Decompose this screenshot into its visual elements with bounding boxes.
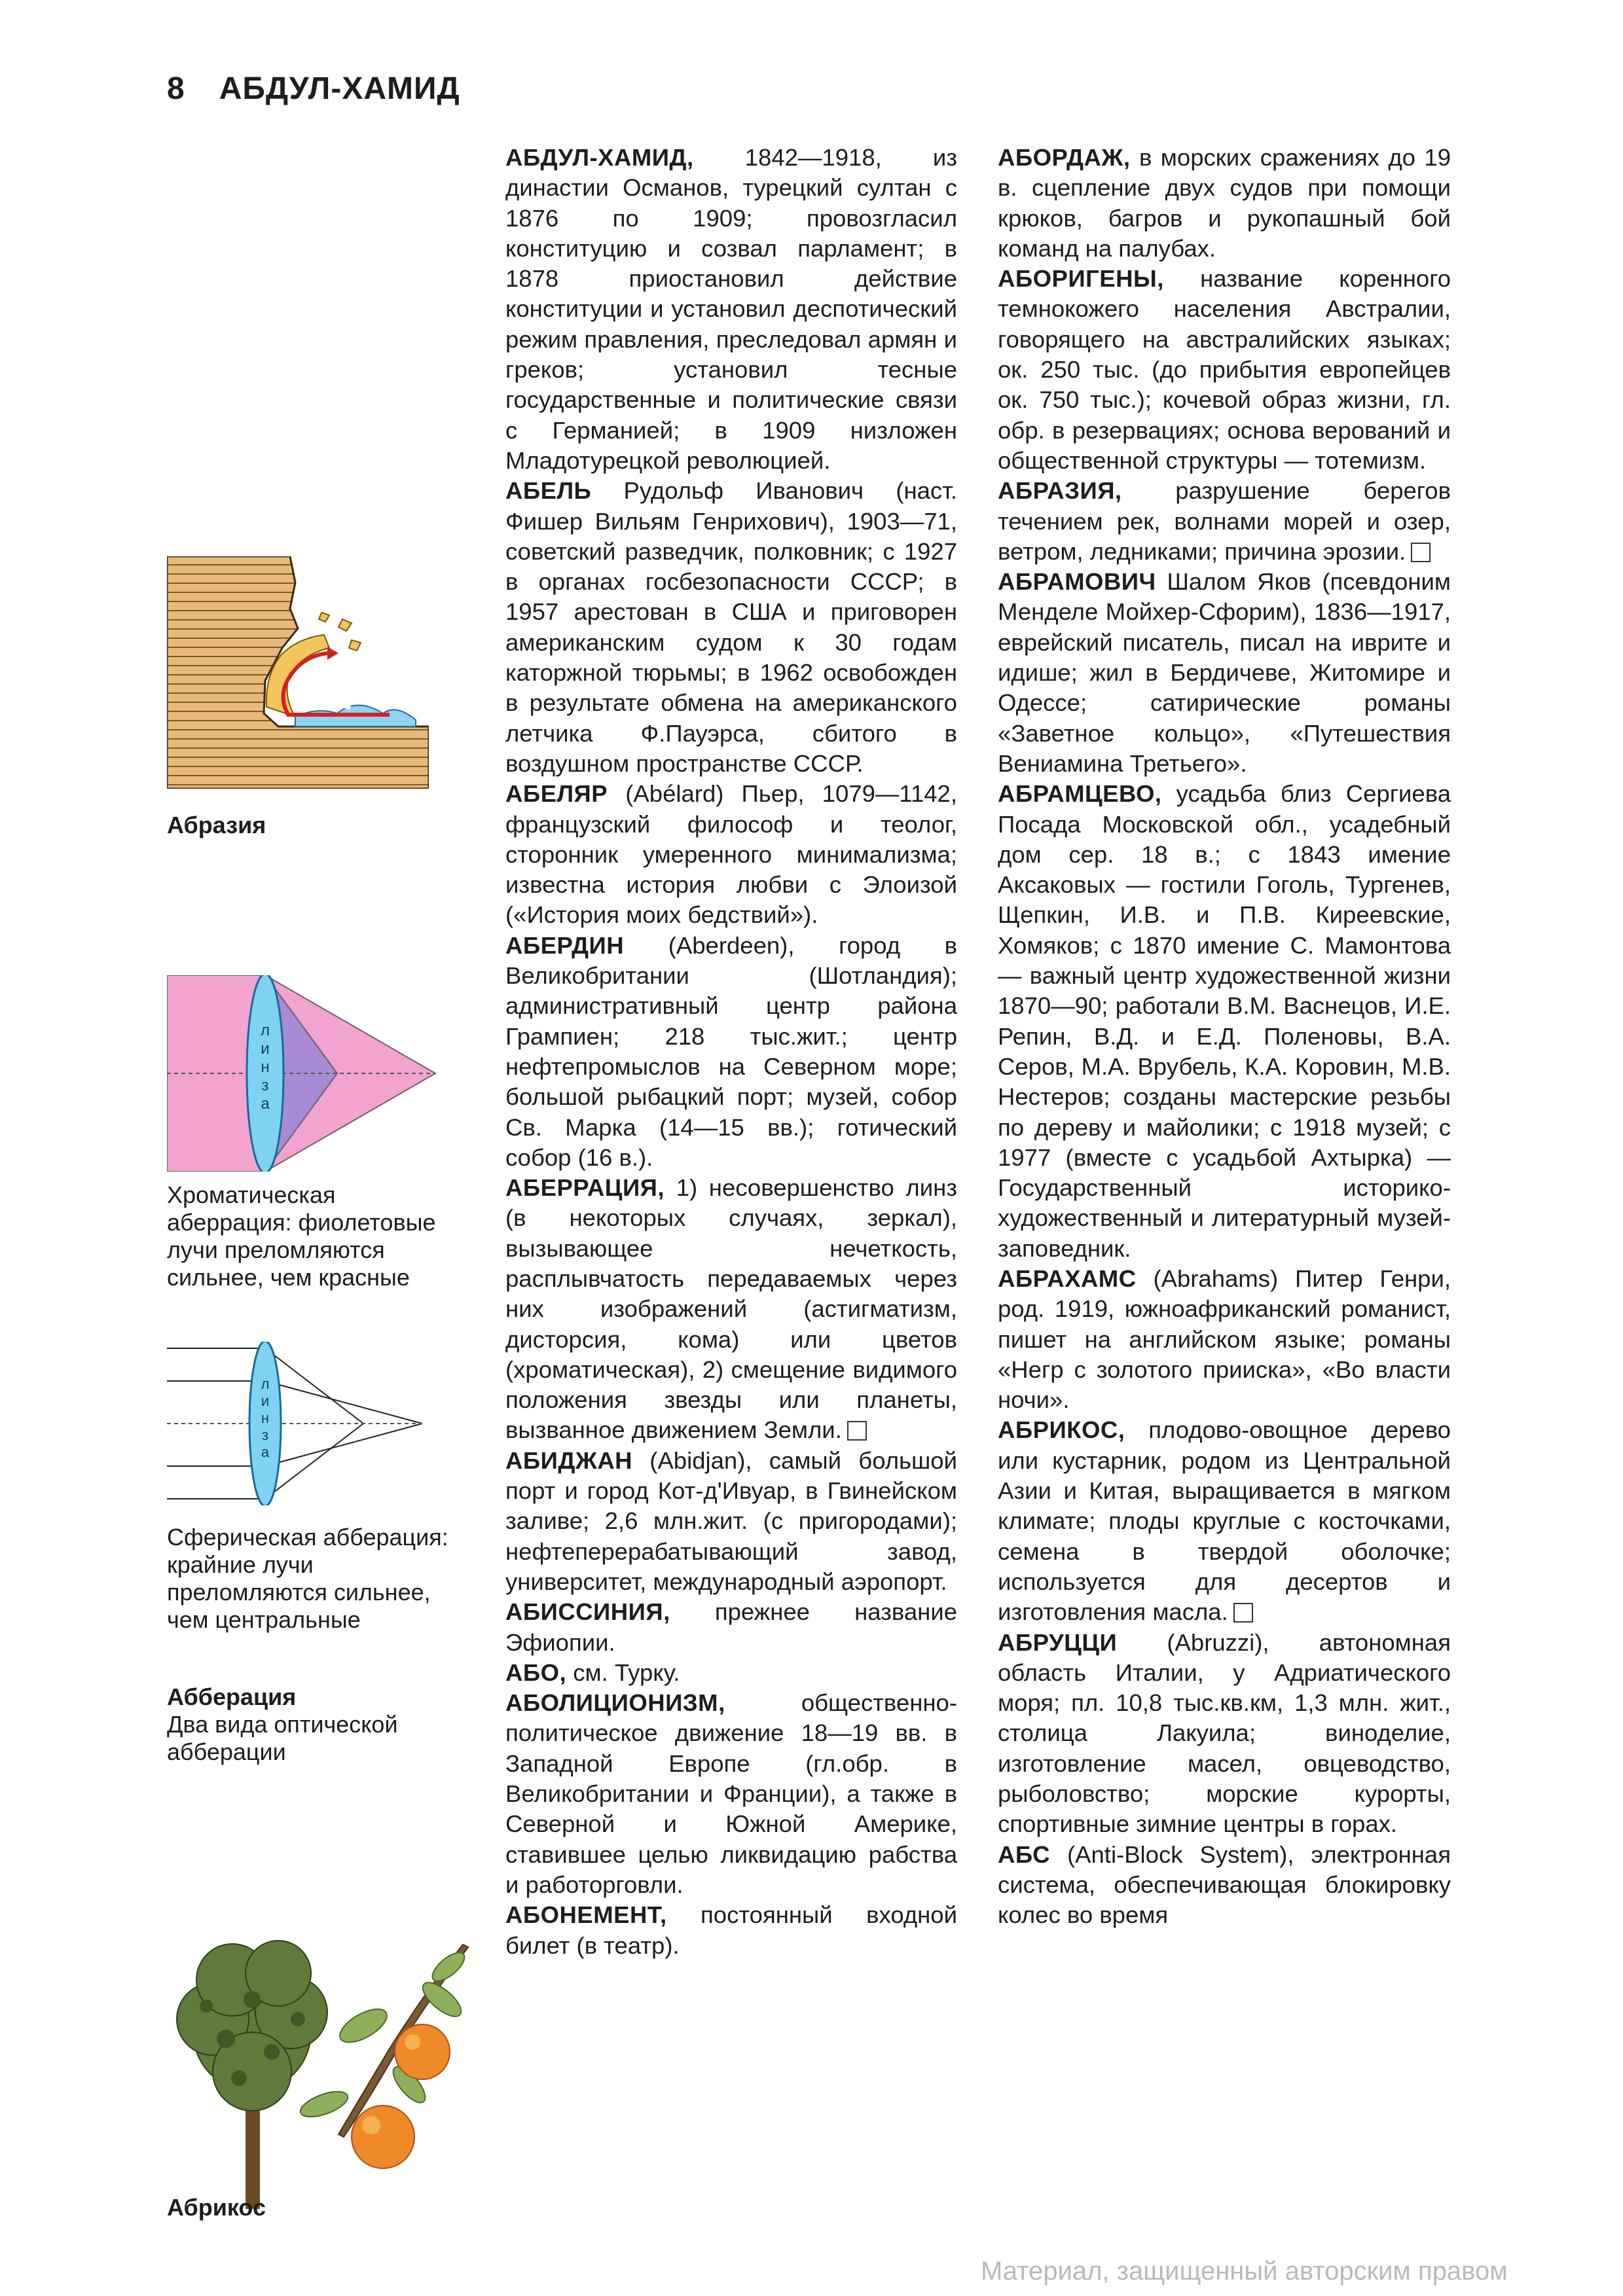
entry: АБРАМЦЕВО, усадьба близ Сергиева Посада Московской обл., усадебный дом сер. 18 в.; с 1843 имение Аксаковых — гостили Гоголь, Тургенев, Щепкин, И.В. и П.В. Киреевские, Хомяков; с 1870 имение С. Мамонтова — важный центр художественной жизни 1870—90; работали В.М. Васнецов, И.Е. Репин, В.Д. и Е.Д. Поленовы, В.А. Серов, М.А. Врубель, К.А. Коровин, М.В. Нестеров; созданы мастерские резьбы по дереву и майолики; с 1918 музей; с 1977 (вместе с усадьбой Ахтырка) — Государственный историко-художественный и литературный музей-заповедник. (998, 780, 1451, 1262)
spherical-caption: Сферическая абберация: крайние лучи преломляются сильнее, чем центральные (167, 1524, 448, 1633)
lens-letter: н (261, 1410, 270, 1426)
section-end-box (1233, 1603, 1253, 1623)
section-end-box (1411, 543, 1431, 562)
entry: АБДУЛ-ХАМИД, 1842—1918, из династии Османов, турецкий султан с 1876 по 1909; провозгласил конституцию и созвал парламент; в 1878 приостановил действие конституции и установил деспотический режим правления, преследовал армян и греков; установил тесные государственные и политические связи с Германией; в 1909 низложен Младотурецкой революцией. (505, 144, 957, 474)
entry: АБС (Anti-Block System), электронная система, обеспечивающая блокировку колес во время (998, 1840, 1451, 1929)
entry: АБЕРДИН (Aberdeen), город в Великобритании (Шотландия); административный центр района Грампиен; 218 тыс.жит.; центр нефтепромыслов на Северном море; большой рыбацкий порт; музей, собор Св. Марка (14—15 вв.); готический собор (16 в.). (505, 931, 957, 1171)
apricot-caption: Абрикос (167, 2194, 266, 2221)
entry: АБРАЗИЯ, разрушение берегов течением рек, волнами морей и озер, ветром, ледниками; причина эрозии. (998, 477, 1451, 565)
chromatic-aberration-diagram (167, 975, 442, 1172)
lens-letter: л (261, 1376, 270, 1392)
entry: АБИССИНИЯ, прежнее название Эфиопии. (505, 1598, 957, 1656)
entry: АБИДЖАН (Abidjan), самый большой порт и город Кот-д'Ивуар, в Гвинейском заливе; 2,6 млн.жит. (с пригородами); нефтеперерабатывающий завод, университет, международный аэропорт. (505, 1446, 957, 1595)
lens-letter: н (261, 1058, 270, 1076)
lens-letter: з (261, 1077, 269, 1094)
entry: АБРИКОС, плодово-овощное дерево или кустарник, родом из Центральной Азии и Китая, выращивается в мягком климате; плоды круглые с косточками, семена в твердой оболочке; используется для десертов и изготовления масла. (998, 1416, 1451, 1626)
entry: АБРАХАМС (Abrahams) Питер Генри, род. 1919, южноафриканский романист, пишет на английском языке; романы «Негр с золотого прииска», «Во власти ночи». (998, 1265, 1451, 1414)
entry: АБО, см. Турку. (505, 1659, 680, 1686)
spherical-aberration-diagram (167, 1342, 442, 1505)
entry: АБРАМОВИЧ Шалом Яков (псевдоним Менделе Мойхер-Сфорим), 1836—1917, еврейский писатель, писал на иврите и идише; жил в Бердичеве, Житомире и Одессе; сатирические романы «Заветное кольцо», «Путешествия Вениамина Третьего». (998, 568, 1451, 777)
text-column-1 (505, 143, 957, 1961)
aberration-caption-title: Абберация (167, 1683, 297, 1710)
apricot-illustration (167, 1921, 475, 2209)
page-number: 8 (167, 71, 185, 106)
entry: АБЕЛЯР (Abélard) Пьер, 1079—1142, французский философ и теолог, сторонник умеренного минимализма; известна история любви с Элоизой («История моих бедствий»). (505, 780, 957, 929)
chromatic-caption: Хроматическая аберрация: фиолетовые лучи преломляются сильнее, чем красные (167, 1181, 436, 1291)
entry: АБОЛИЦИОНИЗМ, общественно-политическое движение 18—19 вв. в Западной Европе (гл.обр. в Великобритании и Франции), а также в Северной и Южной Америке, ставившее целью ликвидацию рабства и работорговли. (505, 1689, 957, 1898)
lens-letter: л (260, 1022, 270, 1039)
text-column-2 (998, 143, 1451, 1931)
entry: АБРУЦЦИ (Abruzzi), автономная область Италии, у Адриатического моря; пл. 10,8 тыс.кв.км, 1,3 млн. жит., столица Лакуила; виноделие, изготовление масел, овцеводство, рыболовство; морские курорты, спортивные зимние центры в горах. (998, 1628, 1451, 1838)
entry: АБОРДАЖ, в морских сражениях до 19 в. сцепление двух судов при помощи крюков, багров и рукопашный бой команд на палубах. (998, 144, 1451, 262)
section-end-box (847, 1421, 867, 1441)
running-title: АБДУЛ-ХАМИД (219, 71, 460, 106)
entry: АБОРИГЕНЫ, название коренного темнокожего населения Австралии, говорящего на австралийских языках; ок. 250 тыс. (до прибытия европейцев ок. 750 тыс.); кочевой образ жизни, гл. обр. в резервациях; основа верований и общественной структуры — тотемизм. (998, 265, 1451, 474)
lens-letter: а (261, 1444, 270, 1460)
lens-letter: и (261, 1040, 270, 1058)
copyright-watermark: Материал, защищенный авторским правом (981, 2257, 1508, 2286)
page-header (167, 71, 460, 107)
aberration-caption (167, 1683, 455, 1766)
entry: АБЕЛЬ Рудольф Иванович (наст. Фишер Вильям Генрихович), 1903—71, советский разведчик, полковник; с 1927 в органах госбезопасности СССР; в 1957 арестован в США и приговорен американским судом к 30 годам каторжной тюрьмы; в 1962 освобожден в результате обмена на американского летчика Ф.Пауэрса, сбитого в воздушном пространстве СССР. (505, 477, 957, 777)
lens-letter: и (261, 1393, 270, 1409)
entry: АБЕРРАЦИЯ, 1) несовершенство линз (в некоторых случаях, зеркал), вызывающее нечеткость, расплывчатость передаваемых через них изображений (астигматизм, дисторсия, кома) или цветов (хроматическая), 2) смещение видимого положения звезды или планеты, вызванное движением Земли. (505, 1174, 957, 1444)
lens-letter: з (261, 1427, 269, 1443)
abrasion-caption: Абразия (167, 812, 266, 838)
abrasion-illustration (167, 556, 429, 789)
entry: АБОНЕМЕНТ, постоянный входной билет (в театр). (505, 1901, 957, 1959)
aberration-caption-text: Два вида оптической абберации (167, 1711, 398, 1765)
lens-letter: а (261, 1095, 270, 1113)
